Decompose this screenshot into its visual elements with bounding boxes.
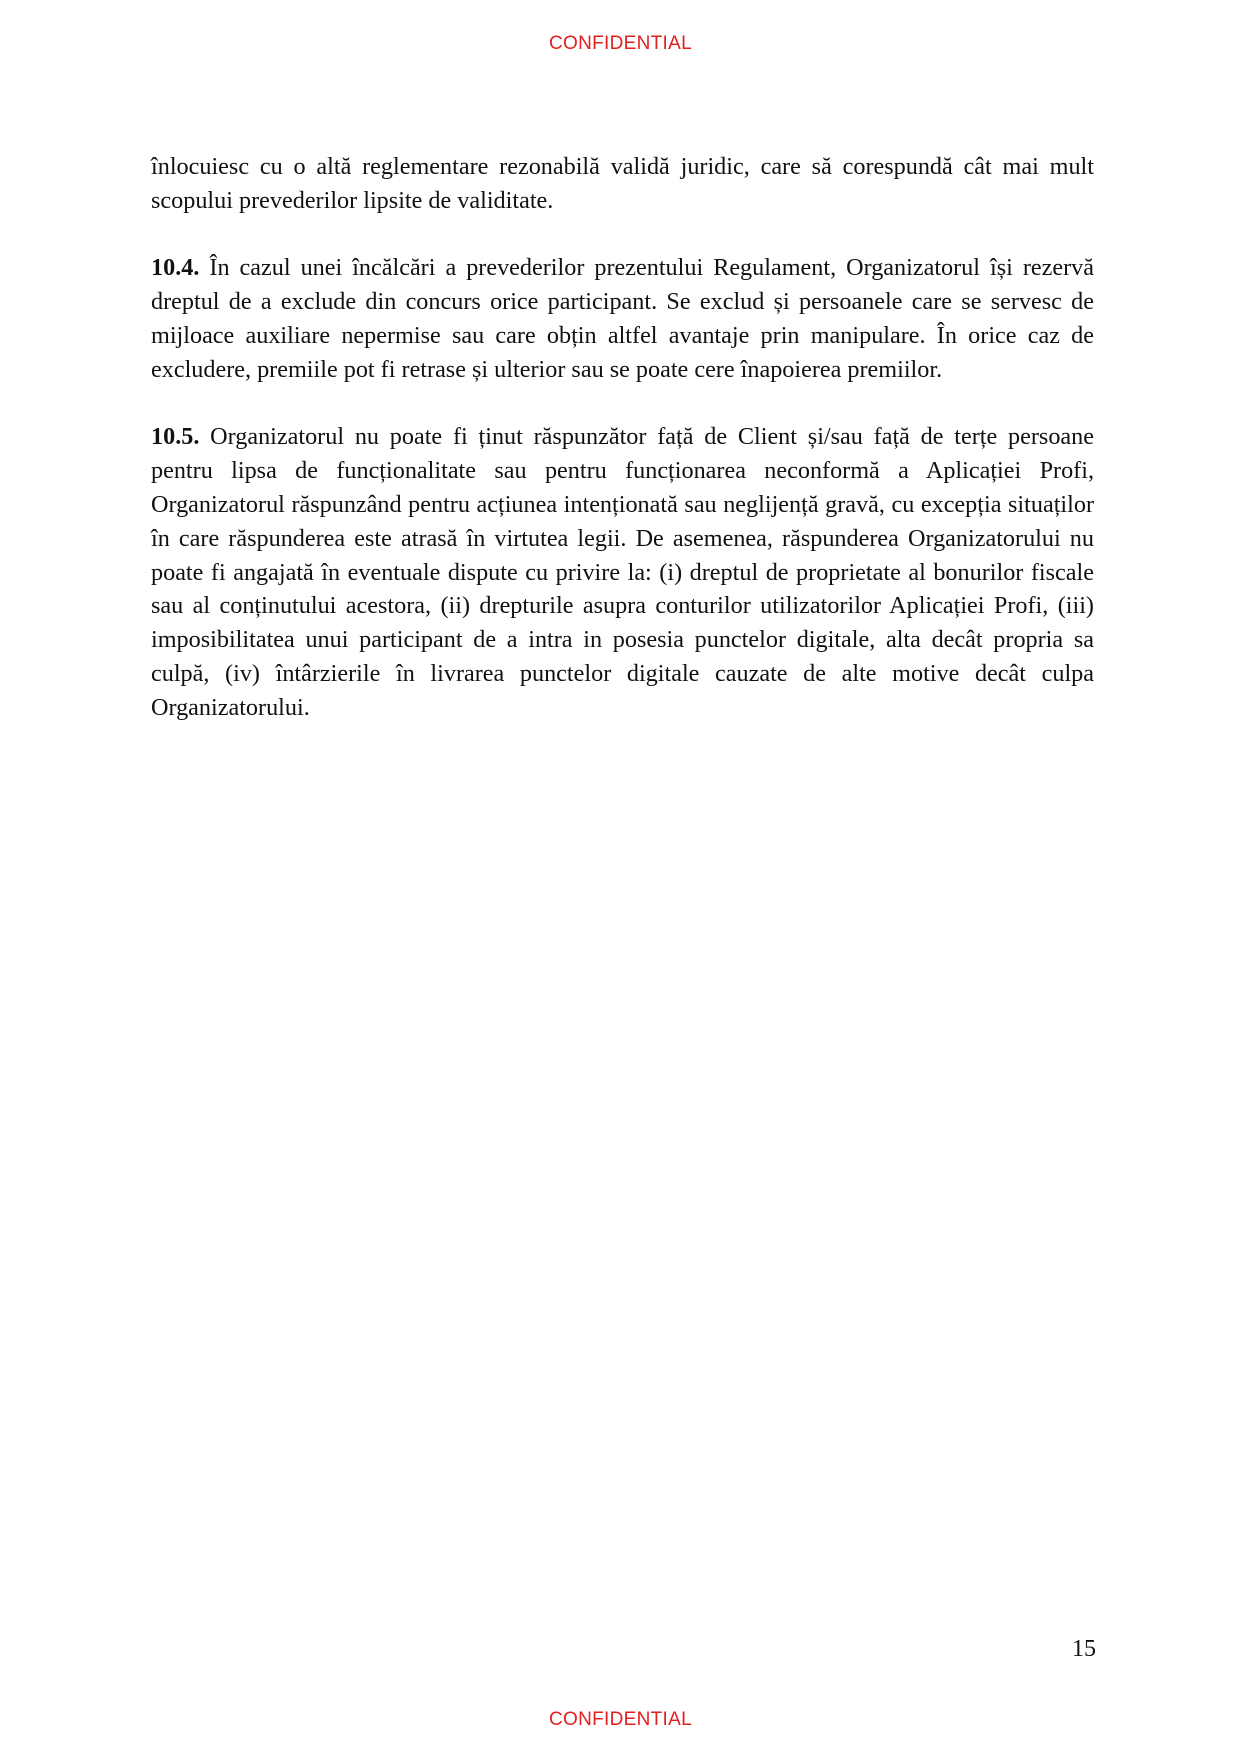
section-number: 10.4. xyxy=(151,254,200,282)
paragraph-text: În cazul unei încălcări a prevederilor prezentului Regulament, Organizatorul își rezervă dreptul de a exclude din concurs orice participant. Se exclud și persoanele care se servesc de mijloace auxiliare nepermise sau care obțin altfel avantaje prin manipulare. În orice caz de excludere, premiile pot fi retrase și ulterior sau se poate cere înapoierea premiilor. xyxy=(151,254,1095,383)
confidential-footer: CONFIDENTIAL xyxy=(549,1709,692,1730)
paragraph-text: Organizatorul nu poate fi ținut răspunzător față de Client și/sau față de terțe persoane pentru lipsa de funcționalitate sau pentru funcționarea neconformă a Aplicației Profi, Organizatorul răspunzând pentru acțiunea intenționată sau neglijență gravă, cu excepția situaților în care răspunderea este atrasă în virtutea legii. De asemenea, răspunderea Organizatorului nu poate fi angajată în eventuale dispute cu privire la: (i) dreptul de proprietate al bonurilor fiscale sau al conținutului acestora, (ii) drepturile asupra conturilor utilizatorilor Aplicației Profi, (iii) imposibilitatea unui participant de a intra in posesia punctelor digitale, alta decât propria sa culpă, (iv) întârzierile în livrarea punctelor digitale cauzate de alte motive decât culpa Organizatorului. xyxy=(151,423,1094,721)
paragraph-10-4 xyxy=(151,251,1094,386)
paragraph-continuation xyxy=(151,150,1094,218)
document-body xyxy=(151,150,1094,758)
page-number: 15 xyxy=(1072,1636,1096,1662)
section-number: 10.5. xyxy=(151,423,200,451)
paragraph-text: înlocuiesc cu o altă reglementare rezonabilă validă juridic, care să corespundă cât mai mult scopului prevederilor lipsite de validitate. xyxy=(151,153,1094,214)
confidential-header: CONFIDENTIAL xyxy=(549,33,692,54)
paragraph-10-5 xyxy=(151,420,1094,724)
